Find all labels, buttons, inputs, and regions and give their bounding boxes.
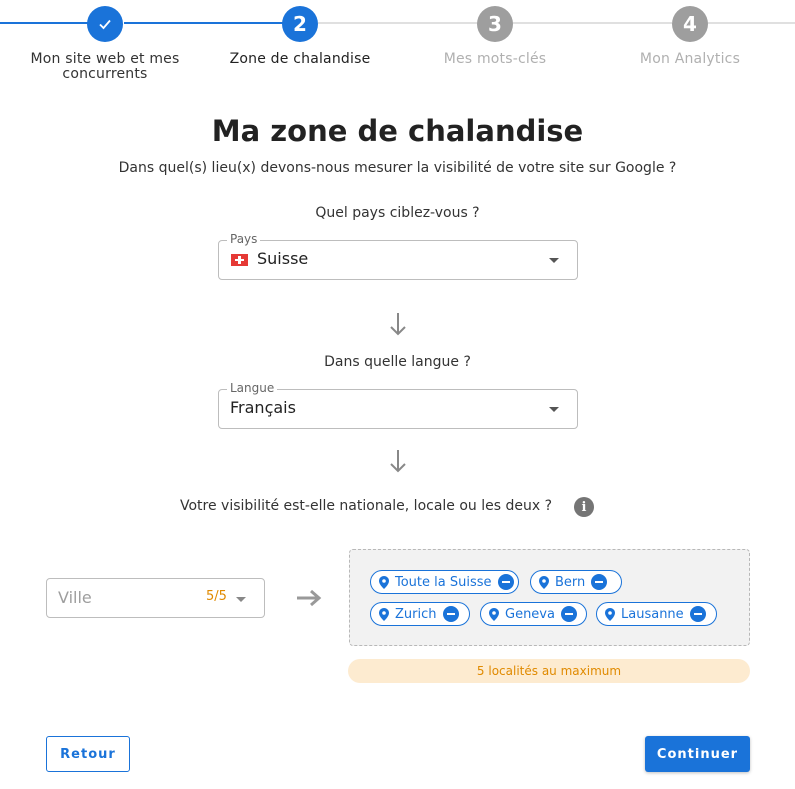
location-pin-icon	[539, 576, 549, 589]
step-4-number: 4	[672, 6, 708, 42]
step-2-number: 2	[282, 6, 318, 42]
location-chip-label: Lausanne	[621, 606, 684, 622]
language-select-label: Langue	[227, 381, 277, 395]
remove-icon[interactable]	[443, 606, 459, 622]
city-input-placeholder: Ville	[58, 588, 92, 607]
location-chip-label: Bern	[555, 574, 586, 590]
remove-icon[interactable]	[591, 574, 607, 590]
step-4-label: Mon Analytics	[639, 51, 741, 67]
country-select-value: Suisse	[257, 249, 309, 268]
step-1-check-icon[interactable]	[87, 6, 123, 42]
location-chip	[480, 602, 587, 626]
language-question: Dans quelle langue ?	[324, 354, 471, 370]
swiss-flag-icon	[231, 254, 248, 266]
location-chip	[370, 602, 470, 626]
location-pin-icon	[605, 608, 615, 621]
page-title: Ma zone de chalandise	[211, 114, 584, 148]
max-locations-notice: 5 localités au maximum	[348, 659, 750, 683]
visibility-question: Votre visibilité est-elle nationale, locale ou les deux ?	[180, 498, 553, 514]
country-question: Quel pays ciblez-vous ?	[315, 205, 480, 221]
info-icon[interactable]: i	[574, 497, 594, 517]
remove-icon[interactable]	[690, 606, 706, 622]
step-3-label: Mes mots-clés	[443, 51, 547, 67]
language-select[interactable]	[218, 381, 578, 429]
stepper-line-5	[706, 22, 795, 24]
country-select-label: Pays	[227, 232, 260, 246]
city-counter: 5/5	[206, 589, 227, 604]
chevron-down-icon[interactable]	[549, 407, 559, 412]
city-input[interactable]	[46, 578, 265, 618]
location-chip-label: Toute la Suisse	[395, 574, 492, 590]
step-3-number: 3	[477, 6, 513, 42]
step-1-label[interactable]: Mon site web et mes concurrents	[30, 51, 180, 82]
location-chip	[530, 570, 622, 594]
chevron-down-icon[interactable]	[549, 258, 559, 263]
location-chip	[370, 570, 519, 594]
stepper-line-3	[318, 22, 478, 24]
locations-box	[349, 549, 750, 646]
location-pin-icon	[379, 576, 389, 589]
arrow-down-icon	[388, 312, 408, 338]
language-select-value: Français	[230, 398, 296, 417]
back-button[interactable]: Retour	[46, 736, 130, 772]
stepper-line-1	[0, 22, 90, 24]
stepper-line-2	[124, 22, 284, 24]
page-subtitle: Dans quel(s) lieu(x) devons-nous mesurer la visibilité de votre site sur Google ?	[118, 160, 677, 176]
step-2-label: Zone de chalandise	[229, 51, 371, 67]
location-pin-icon	[379, 608, 389, 621]
continue-button[interactable]: Continuer	[645, 736, 750, 772]
remove-icon[interactable]	[498, 574, 514, 590]
chevron-down-icon[interactable]	[236, 597, 246, 602]
country-select[interactable]	[218, 232, 578, 280]
arrow-right-icon	[296, 589, 322, 607]
location-chip-label: Zurich	[395, 606, 437, 622]
location-pin-icon	[489, 608, 499, 621]
remove-icon[interactable]	[561, 606, 577, 622]
location-chip-label: Geneva	[505, 606, 555, 622]
arrow-down-icon	[388, 449, 408, 475]
location-chip	[596, 602, 717, 626]
stepper-line-4	[512, 22, 672, 24]
